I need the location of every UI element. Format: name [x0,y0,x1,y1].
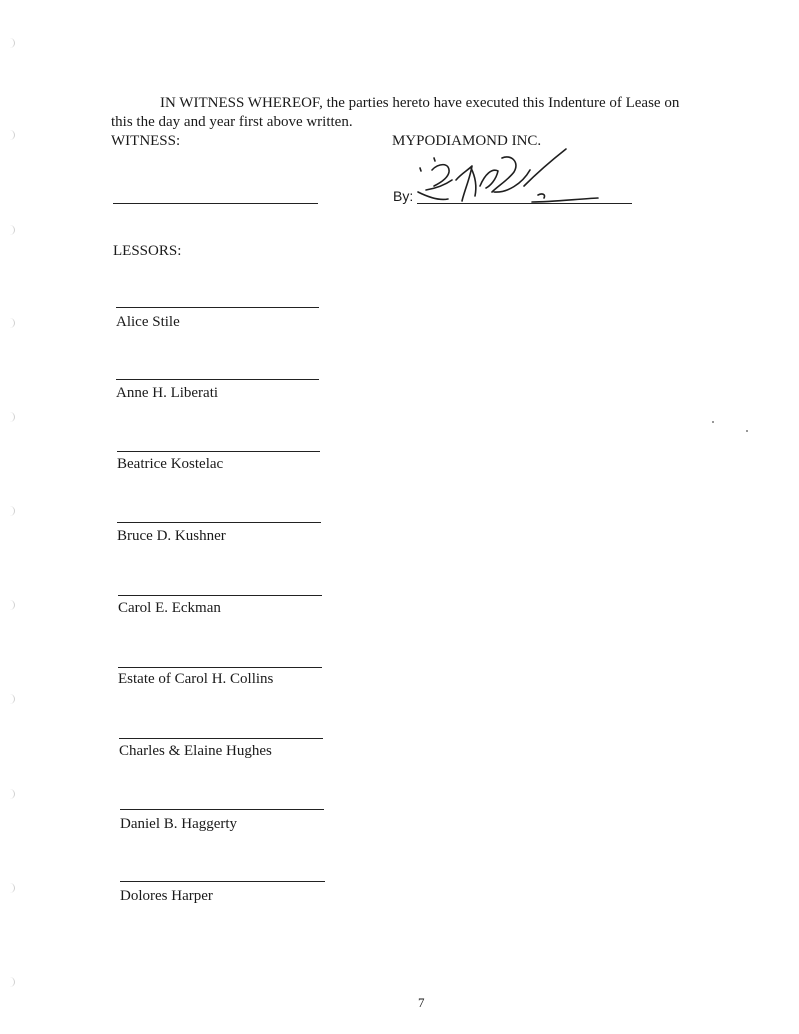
intro-line-2: this the day and year first above written. [111,114,353,130]
lessor-signature-line [120,881,325,882]
lessor-name: Carol E. Eckman [118,600,221,616]
lessor-signature-line [117,522,321,523]
binder-hole-mark [8,789,15,799]
witness-signature-line [113,203,318,204]
binder-hole-mark [8,318,15,328]
lessor-name: Anne H. Liberati [116,385,219,401]
page-number: 7 [418,995,425,1010]
lessors-label: LESSORS: [113,243,182,259]
lessor-name: Beatrice Kostelac [117,456,224,472]
lessor-name: Alice Stile [116,314,180,330]
intro-line-1: IN WITNESS WHEREOF, the parties hereto have executed this Indenture of Lease on [160,95,680,111]
by-label: By: [393,188,414,204]
lessor-signature-line [117,451,320,452]
witness-label: WITNESS: [111,133,181,149]
handwritten-signature [412,146,602,208]
lessor-signature-line [116,379,319,380]
lessor-signature-line [119,738,323,739]
lessor-name: Daniel B. Haggerty [120,816,238,832]
lessor-name: Estate of Carol H. Collins [118,671,274,687]
lessor-signature-line [120,809,324,810]
binder-hole-mark [8,506,15,516]
lessor-signature-line [116,307,319,308]
binder-hole-mark [8,38,15,48]
binder-hole-mark [8,600,15,610]
binder-hole-mark [8,412,15,422]
binder-hole-mark [8,694,15,704]
lessor-signature-line [118,667,322,668]
scan-speck [712,421,714,423]
company-name: MYPODIAMOND INC. [392,133,542,149]
lessor-name: Charles & Elaine Hughes [119,743,272,759]
binder-hole-mark [8,977,15,987]
binder-hole-mark [8,883,15,893]
binder-hole-mark [8,225,15,235]
scan-speck [746,430,748,432]
binder-hole-mark [8,130,15,140]
lessor-signature-line [118,595,322,596]
lessor-name: Bruce D. Kushner [117,528,226,544]
lessor-name: Dolores Harper [120,888,213,904]
